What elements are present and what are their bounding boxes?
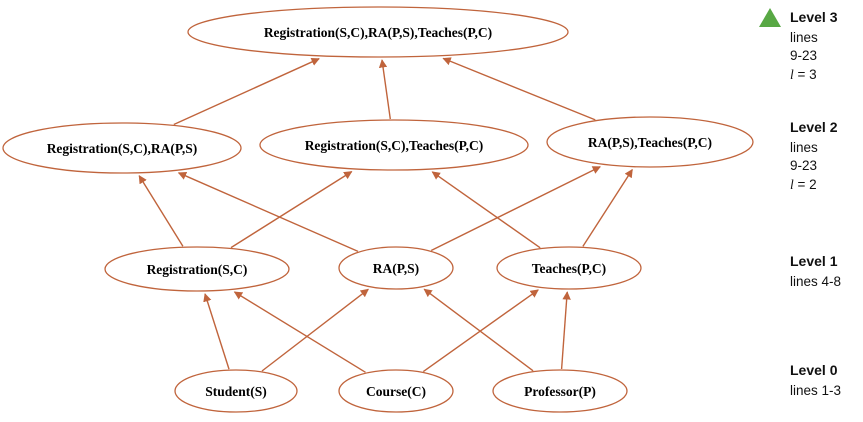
- lattice-edge: [235, 292, 366, 372]
- level-lines: lines 1-3: [790, 383, 842, 398]
- lattice-edge: [443, 58, 595, 120]
- lattice-edge: [262, 289, 368, 371]
- lattice-node[interactable]: [547, 117, 753, 167]
- lattice-edge: [382, 60, 390, 119]
- lattice-edge: [431, 167, 600, 251]
- level-legend-level1: [790, 253, 841, 289]
- lattice-node[interactable]: [3, 123, 241, 173]
- level-lines: lines 4-8: [790, 274, 842, 289]
- lattice-node[interactable]: [493, 370, 627, 412]
- level-legend-level3: [790, 9, 838, 82]
- lattice-edge: [139, 176, 183, 247]
- lattice-edge: [432, 172, 540, 248]
- node-label: Registration(S,C),RA(P,S): [46, 141, 198, 156]
- level-legend-level0: [790, 362, 841, 398]
- lattice-node[interactable]: [497, 247, 641, 289]
- level-line-range: 9-23: [790, 48, 818, 63]
- level-legend: [790, 9, 841, 398]
- level-title: Level 1: [790, 253, 838, 269]
- level-lines: lines: [790, 140, 818, 155]
- level-lines: lines: [790, 30, 818, 45]
- lattice-edge: [205, 294, 229, 369]
- node-label: Student(S): [205, 384, 267, 399]
- node-label: RA(P,S),Teaches(P,C): [587, 135, 713, 150]
- lattice-node[interactable]: [105, 247, 289, 291]
- edge-layer: [139, 58, 632, 372]
- node-label: Teaches(P,C): [531, 261, 607, 276]
- lattice-edge: [562, 292, 568, 369]
- lattice-edge: [174, 59, 319, 125]
- node-label: Registration(S,C),Teaches(P,C): [304, 138, 484, 153]
- node-label: Course(C): [366, 384, 426, 399]
- lattice-node[interactable]: [175, 370, 297, 412]
- level-l-value: l = 3: [790, 67, 817, 82]
- lattice-node[interactable]: [339, 247, 453, 289]
- lattice-node[interactable]: [260, 120, 528, 170]
- lattice-node[interactable]: [188, 7, 568, 57]
- level-legend-level2: [790, 119, 838, 192]
- node-layer: [3, 7, 753, 412]
- node-label: Registration(S,C),RA(P,S),Teaches(P,C): [263, 25, 493, 40]
- lattice-edge: [583, 170, 632, 247]
- node-label: Registration(S,C): [146, 262, 248, 277]
- level-title: Level 0: [790, 362, 838, 378]
- axis-layer: [759, 8, 781, 412]
- node-label: RA(P,S): [372, 261, 420, 276]
- level-line-range: 9-23: [790, 158, 818, 173]
- level-axis-arrowhead: [759, 8, 781, 27]
- node-label: Professor(P): [524, 384, 596, 399]
- level-title: Level 2: [790, 119, 838, 135]
- lattice-edge: [231, 172, 352, 248]
- level-l-value: l = 2: [790, 177, 817, 192]
- lattice-node[interactable]: [339, 370, 453, 412]
- level-title: Level 3: [790, 9, 838, 25]
